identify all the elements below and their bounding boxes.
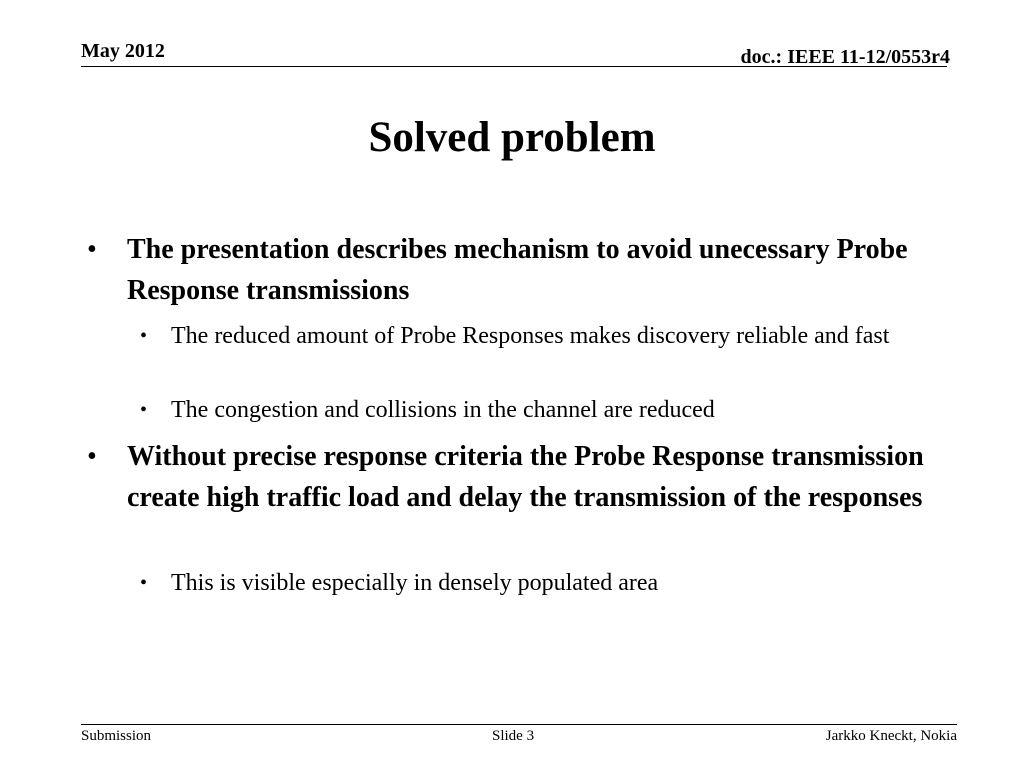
bullet-text: The presentation describes mechanism to avoid unecessary Probe Response transmissions [127,234,908,306]
bullet-text: Without precise response criteria the Probe Response transmission create high traffic load and delay the transmission of the responses [127,441,924,513]
header-doc-id: doc.: IEEE 11-12/0553r4 [740,46,950,68]
sub-bullet-text: The congestion and collisions in the channel are reduced [171,397,715,423]
header-divider [81,66,947,67]
bullet-icon: • [87,441,97,472]
bullet-item [87,436,927,518]
footer-author: Jarkko Kneckt, Nokia [825,728,957,744]
bullet-item [87,229,927,311]
sub-bullet-item [140,567,936,600]
bullet-icon: • [140,572,148,594]
header-date: May 2012 [81,40,165,62]
sub-bullet-text: The reduced amount of Probe Responses makes discovery reliable and fast [171,323,890,349]
slide-title: Solved problem [368,114,656,161]
footer-slide-number: Slide 3 [492,728,535,744]
bullet-icon: • [140,399,148,421]
sub-bullet-item [140,394,936,427]
bullet-icon: • [87,234,97,265]
footer-divider [81,724,957,725]
footer-submission: Submission [81,728,152,744]
sub-bullet-item [140,320,936,353]
bullet-icon: • [140,325,148,347]
sub-bullet-text: This is visible especially in densely populated area [171,570,659,596]
